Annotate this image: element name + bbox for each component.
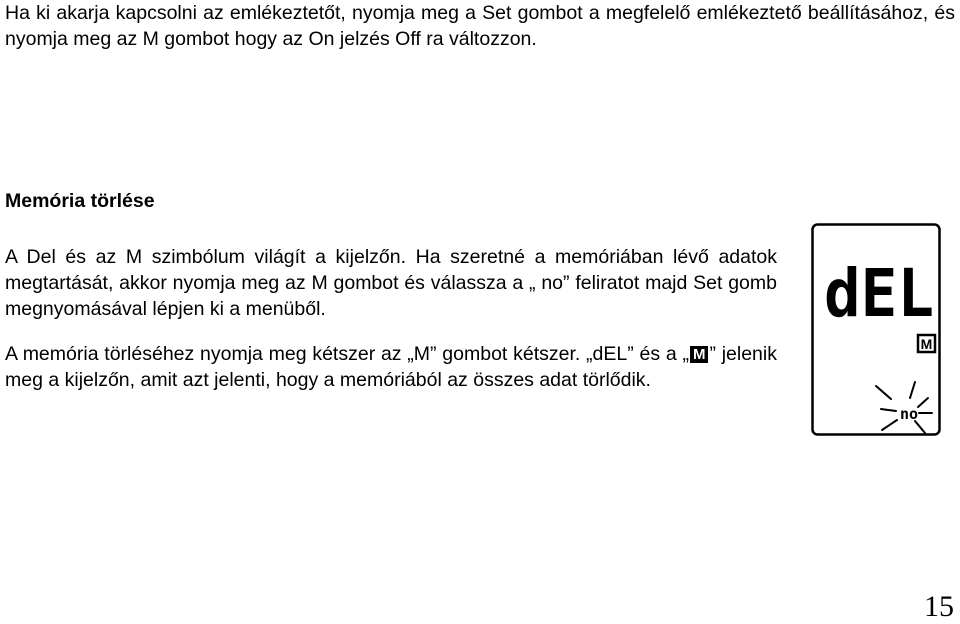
paragraph-text-after: ” jelenik meg a kijelzőn, amit azt jelenti, hogy a memóriából az összes adat törlődik. (5, 343, 777, 391)
paragraph-delete-info: A Del és az M szimbólum világít a kijelzőn. Ha szeretné a memóriában lévő adatok megtartását, akkor nyomja meg az M gombot és válassza a „ no” feliratot majd Set gomb megnyomásával lépjen ki a menüből. (5, 246, 777, 320)
lcd-display-illustration (811, 223, 941, 436)
paragraph-text-before: A memória törléséhez nyomja meg kétszer az „M” gombot kétszer. „dEL” és a „ (5, 343, 689, 365)
m-symbol-badge: M (690, 346, 709, 363)
intro-paragraph: Ha ki akarja kapcsolni az emlékeztetőt, nyomja meg a Set gombot a megfelelő emlékeztető beállításához, és nyomja meg az M gombot hogy az On jelzés Off ra változzon. (5, 2, 955, 50)
paragraph-delete-instructions (5, 341, 777, 393)
page-number: 15 (924, 590, 954, 623)
lcd-memory-symbol (918, 335, 935, 352)
lcd-del-text: dEL (824, 255, 934, 332)
lcd-m-letter: M (920, 336, 933, 352)
lcd-main-text (824, 255, 934, 332)
section-heading: Memória törlése (5, 190, 155, 212)
lcd-no-text: no (899, 405, 919, 423)
